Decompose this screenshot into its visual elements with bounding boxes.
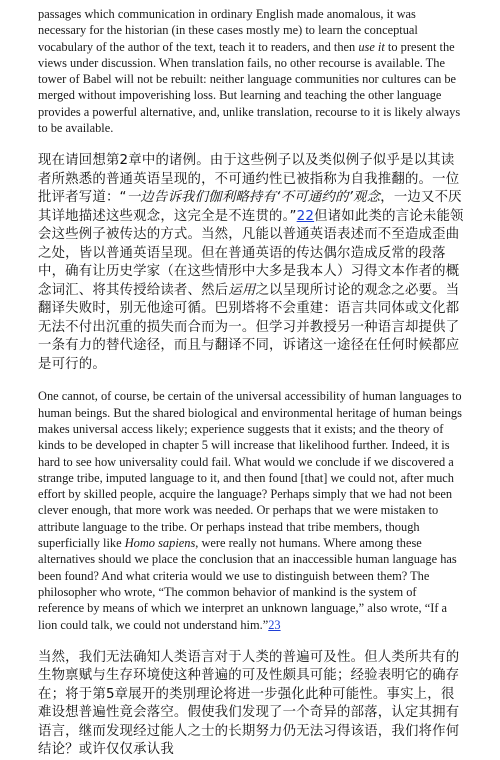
p2-text-b: ，一边又不厌其详地描述这些观念，这完全是不连贯的。” bbox=[38, 190, 462, 224]
p3-text-b: , were really not humans. Where among these alternatives should we place the conclusion that an inaccessible human language has been found? And what criteria would we use to distinguish between them? The philosopher who wrote, “The common behavior of mankind is the system of reference by means of which we interpret an unknown language,” also wrote, “If a lion could talk, we could not understand him.” bbox=[38, 536, 457, 632]
p1-text-a: passages which communication in ordinary English made anomalous, it was necessary for the historian (in these cases mostly me) to learn the conceptual vocabulary of the author of the text, teach it to readers, and then bbox=[38, 7, 418, 54]
chinese-paragraph-2 bbox=[38, 649, 464, 760]
p2-text-a: 现在请回想第2章中的诸例。由于这些例子以及类似例子似乎是以其读者所熟悉的普通英语呈现的，不可通约性已被指称为自我推翻的。一位批评者写道：“ bbox=[38, 153, 460, 206]
english-paragraph-1 bbox=[38, 6, 464, 136]
p2-text-d: 之以呈现所讨论的观念之必要。当翻译失败时，别无他途可循。巴别塔将不会重建：语言共同体或文化都无法不付出沉重的损失而合而为一。但学习并教授另一种语言却提供了一条有力的替代途径，而且与翻译不同，诉诸这一途径在任何时候都应是可行的。 bbox=[38, 282, 460, 372]
p3-italic-homo-sapiens: Homo sapiens bbox=[124, 536, 196, 551]
p1-text-b: to present the views under discussion. When translation fails, no other recourse is available. The tower of Babel will not be rebuilt: neither language communities nor cultures can be merged without impoverishing loss. But learning and teaching the other language provides a powerful alternative, and, unlike translation, recourse to it is likely always to be available. bbox=[38, 39, 461, 136]
p2-text-c: 但诸如此类的言论未能领会这些例子被传达的方式。当然，凡能以普通英语表述而不至造成歪曲之处，皆以普通英语呈现。但在普通英语的传达偶尔造成反常的段落中，确有让历史学家（在这些情形中大多是我本人）习得文本作者的概念词汇、将其传授给读者、然后 bbox=[38, 208, 464, 298]
p4-text-a: 当然，我们无法确知人类语言对于人类的普遍可及性。但人类所共有的生物禀赋与生存环境使这种普遍的可及性颇具可能；经验表明它的确存在；将于第5章展开的类別理论将进一步强化此种可能性。事实上，很难设想普遍性竟会落空。假使我们发现了一个奇异的部落，认定其拥有语言，继而发现经过能人之士的长期努力仍无法习得该语，我们将作何结论？或许仅仅承认我 bbox=[38, 649, 460, 758]
footnote-link-23[interactable]: 23 bbox=[268, 617, 281, 632]
p3-text-a: One cannot, of course, be certain of the universal accessibility of human languages to human beings. But the shared biological and environmental heritage of human beings makes universal access likely; experience suggests that it exists; and the theory of kinds to be developed in chapter 5 will increase that likelihood further. Indeed, it is hard to see how universality could fail. What would we conclude if we discovered a strange tribe, imputed language to it, and then found [that] we could not, after much effort by skilled people, acquire the language? Perhaps simply that we had not been clever enough, that more work was needed. Or perhaps that we were mistaken to attribute language to the tribe. Or perhaps instead that tribe members, though superficially like bbox=[38, 389, 462, 551]
p2-italic-quote: 一边告诉我们伽利略持有‘不可通约的’观念 bbox=[126, 190, 381, 206]
p1-italic-use-it: use it bbox=[358, 39, 385, 54]
document-page bbox=[38, 4, 464, 760]
chinese-paragraph-1 bbox=[38, 152, 464, 374]
english-paragraph-2 bbox=[38, 388, 464, 632]
footnote-link-22[interactable]: 22 bbox=[296, 208, 315, 224]
p2-italic-yunyong: 运用 bbox=[228, 282, 256, 298]
